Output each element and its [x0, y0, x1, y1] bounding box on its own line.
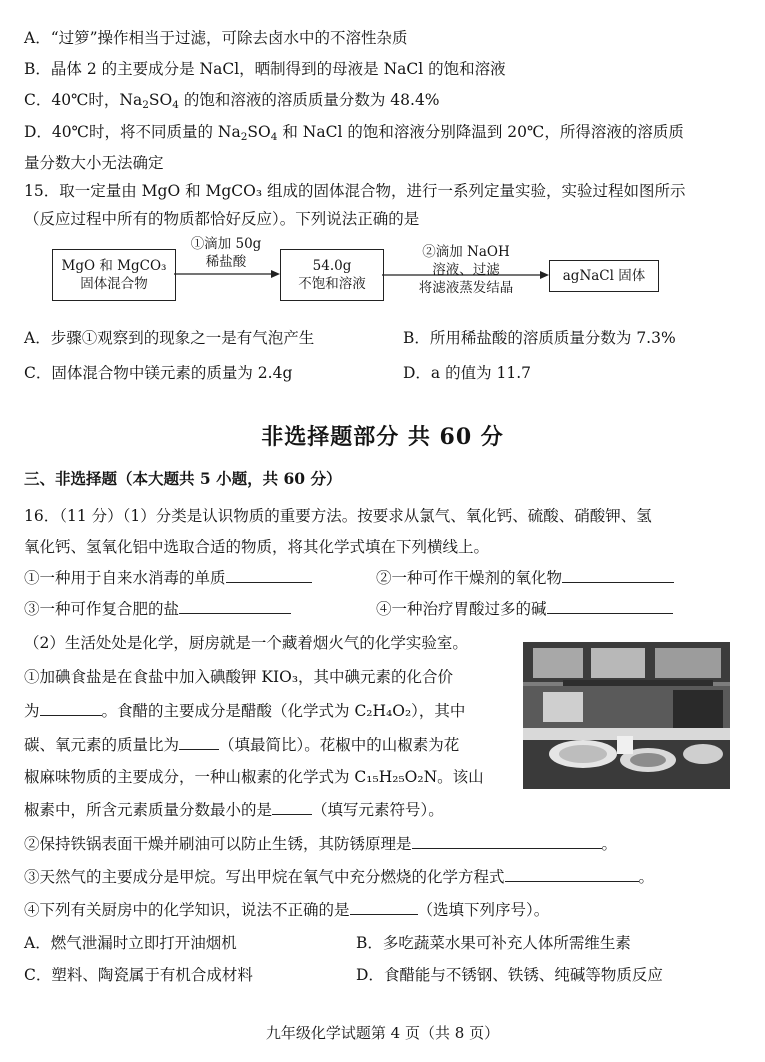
page-footer: 九年级化学试题第 4 页（共 8 页） [265, 1024, 500, 1042]
q16-p3: ③天然气的主要成分是甲烷。写出甲烷在氧气中充分燃烧的化学方程式 。 [24, 868, 655, 886]
answer-blank[interactable] [40, 701, 102, 716]
q15-option-a: A．步骤①观察到的现象之一是有气泡产生 [24, 329, 315, 347]
q14-option-d-cont: 量分数大小无法确定 [24, 154, 164, 172]
q16-p1-line1: ①加碘食盐是在食盐中加入碘酸钾 KIO₃，其中碘元素的化合价 [24, 668, 454, 686]
flow-arrows [0, 0, 765, 320]
q16-item-1: ①一种用于自来水消毒的单质 [24, 567, 312, 589]
q16-intro-line2: 氧化钙、氢氧化铝中选取合适的物质，将其化学式填在下列横线上。 [24, 538, 490, 556]
q16-p1-line5: 椒素中，所含元素质量分数最小的是 （填写元素符号）。 [24, 801, 444, 819]
q16-p1-line4: 椒麻味物质的主要成分，一种山椒素的化学式为 C₁₅H₂₅O₂N。该山 [24, 768, 484, 786]
q16-p1-line2: 为 。食醋的主要成分是醋酸（化学式为 C₂H₄O₂），其中 [24, 702, 466, 720]
q16-item-2: ②一种可作干燥剂的氧化物 [376, 567, 674, 589]
flow-box-solution-line2: 不饱和溶液 [298, 276, 366, 292]
answer-blank[interactable] [562, 568, 674, 583]
flow-step1-label: ①滴加 50g 稀盐酸 [190, 236, 262, 270]
answer-blank[interactable] [505, 867, 639, 882]
flow-box-mixture-line1: MgO 和 MgCO₃ [61, 258, 167, 274]
q14-option-a: A．“过箩”操作相当于过滤，可除去卤水中的不溶性杂质 [24, 29, 408, 47]
section-title: 非选择题部分 共 60 分 [261, 424, 504, 450]
kitchen-photo [523, 642, 730, 789]
q15-stem-line1: 15．取一定量由 MgO 和 MgCO₃ 组成的固体混合物，进行一系列定量实验，实验过程如图所示 [24, 182, 686, 200]
q16-p2: ②保持铁锅表面干燥并刷油可以防止生锈，其防锈原理是 。 [24, 835, 618, 853]
q16-p1-line3: 碳、氧元素的质量比为 （填最简比）。花椒中的山椒素为花 [24, 736, 460, 754]
q16-option-b: B．多吃蔬菜水果可补充人体所需维生素 [356, 934, 631, 952]
q16-option-d: D．食醋能与不锈钢、铁锈、纯碱等物质反应 [356, 966, 663, 984]
q14-option-d: D．40℃时，将不同质量的 $Na_2SO_4$ 和 NaCl 的饱和溶液分别降温到 20℃，所得溶液的溶质质 [24, 123, 684, 143]
answer-blank[interactable] [350, 900, 418, 915]
q14-option-c: C．40℃时，$Na_2SO_4$ 的饱和溶液的溶质质量分数为 48.4% [24, 91, 440, 111]
flow-arrow-2-head [540, 271, 549, 279]
q14-option-b: B．晶体 2 的主要成分是 NaCl，晒制得到的母液是 NaCl 的饱和溶液 [24, 60, 506, 78]
q16-intro-line1: 16．（11 分）（1）分类是认识物质的重要方法。按要求从氯气、氧化钙、硫酸、硝酸钾、氢 [24, 507, 652, 525]
q16-item-3: ③一种可作复合肥的盐 [24, 598, 291, 620]
q15-stem-line2: （反应过程中所有的物质都恰好反应）。下列说法正确的是 [24, 210, 420, 228]
flow-arrow-1-head [271, 270, 280, 278]
q16-item-4: ④一种治疗胃酸过多的碱 [376, 598, 673, 620]
answer-blank[interactable] [547, 599, 673, 614]
q16-p4: ④下列有关厨房中的化学知识，说法不正确的是 （选填下列序号）。 [24, 901, 550, 919]
part3-heading: 三、非选择题（本大题共 5 小题，共 60 分） [24, 469, 342, 488]
answer-blank[interactable] [179, 735, 219, 750]
answer-blank[interactable] [226, 568, 312, 583]
answer-blank[interactable] [412, 834, 602, 849]
flow-box-solution-line1: 54.0g [312, 258, 352, 274]
q16-option-a: A．燃气泄漏时立即打开油烟机 [24, 934, 237, 952]
q15-option-c: C．固体混合物中镁元素的质量为 2.4g [24, 364, 293, 382]
flow-box-mixture-line2: 固体混合物 [80, 276, 148, 292]
flow-step2-label: ②滴加 NaOH 溶液、过滤 将滤液蒸发结晶 [418, 244, 514, 296]
q15-option-d: D．a 的值为 11.7 [403, 364, 532, 382]
answer-blank[interactable] [272, 800, 312, 815]
answer-blank[interactable] [179, 599, 291, 614]
q16-option-c: C．塑料、陶瓷属于有机合成材料 [24, 966, 253, 984]
q16-part2-intro: （2）生活处处是化学，厨房就是一个藏着烟火气的化学实验室。 [24, 634, 468, 652]
q15-option-b: B．所用稀盐酸的溶质质量分数为 7.3% [403, 329, 676, 347]
flow-box-product-label: agNaCl 固体 [562, 268, 646, 284]
